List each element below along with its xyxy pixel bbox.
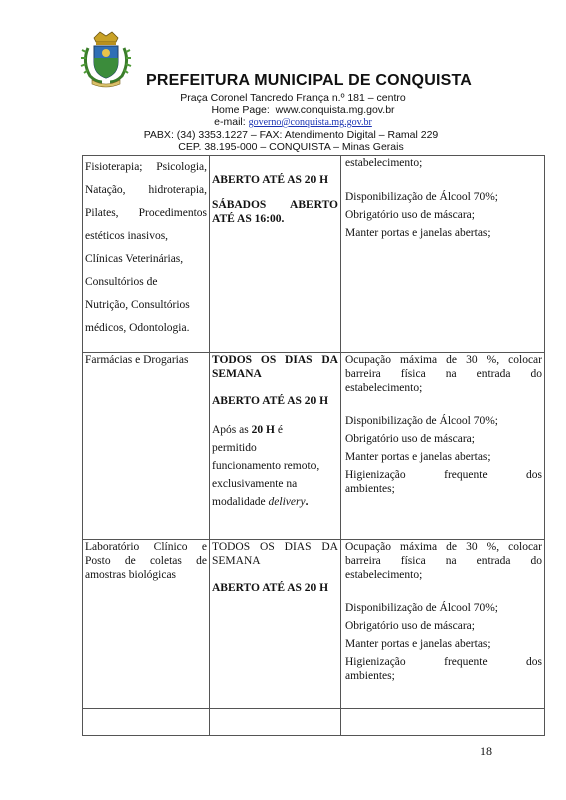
header-homepage [20,104,566,116]
schedule-cell [210,540,341,709]
email-link[interactable]: governo@conquista.mg.gov.br [248,117,372,128]
activity-cell [83,540,210,709]
cell-line: SEMANA [212,555,261,567]
rule-item: Higienização frequente dos [345,656,542,668]
table-row [83,540,545,709]
page-number: 18 [480,744,492,758]
schedule-hours: ABERTO ATÉ AS 20 H [212,395,329,407]
text-fragment: 20 H [251,424,275,436]
cell-line: estéticos inasivos, [85,230,169,242]
rule-item: Disponibilização de Álcool 70%; [345,415,498,427]
rule-item: Obrigatório uso de máscara; [345,209,475,221]
cell-line: exclusivamente na [212,478,298,490]
cell-line: Farmácias e Drogarias [85,354,189,366]
table-row [83,353,545,540]
rule-item: Disponibilização de Álcool 70%; [345,191,498,203]
cell-line: Ocupação máxima de 30 %, colocar [345,354,542,366]
activity-cell [83,353,210,540]
cell-line [212,421,338,439]
text-fragment: . [305,496,309,508]
municipal-crest-logo [80,28,132,88]
cell-line: TODOS OS DIAS DA [212,354,338,366]
cell-line: Laboratório Clínico e [85,541,207,553]
rule-item: Obrigatório uso de máscara; [345,433,475,445]
cell-line: estabelecimento; [345,382,423,394]
activity-cell [83,156,210,353]
regulations-table [82,155,545,736]
schedule-hours: ABERTO ATÉ AS 20 H [212,174,329,186]
header-email [10,116,566,129]
cell-line: barreira física na entrada do [345,555,542,567]
rules-cell [341,540,545,709]
cell-line: Clínicas Veterinárias, [85,253,184,265]
schedule-hours: ABERTO ATÉ AS 20 H [212,582,329,594]
cell-line: SEMANA [212,368,262,380]
rules-cell [341,156,545,353]
cell-line: ATÉ AS 16:00. [212,213,285,225]
rules-cell [341,709,545,736]
cell-line: barreira física na entrada do [345,368,542,380]
cell-line: Pilates, Procedimentos [85,207,207,219]
header-address: Praça Coronel Tancredo França n.º 181 – centro [180,92,406,104]
cell-line: Ocupação máxima de 30 %, colocar [345,541,542,553]
rule-item: Disponibilização de Álcool 70%; [345,602,498,614]
rule-item: Higienização frequente dos [345,469,542,481]
homepage-url[interactable]: www.conquista.mg.gov.br [275,104,395,116]
table-row [83,156,545,353]
email-label: e-mail: [214,116,246,128]
cell-line: ambientes; [345,670,395,682]
header-phones: PABX: (34) 3353.1227 – FAX: Atendimento Digital – Ramal 229 [143,129,439,141]
cell-line [212,493,338,511]
table-row [83,709,545,736]
rule-item: Manter portas e janelas abertas; [345,638,491,650]
text-fragment: é [277,424,283,436]
text-fragment: delivery [268,496,306,508]
cell-line: SÁBADOS ABERTO [212,199,338,211]
cell-line: Nutrição, Consultórios [85,299,190,311]
schedule-cell [210,353,341,540]
text-fragment: modalidade [212,496,266,508]
cell-line: médicos, Odontologia. [85,322,190,334]
cell-line: estabelecimento; [345,157,423,169]
cell-line: funcionamento remoto, [212,460,320,472]
cell-line: Natação, hidroterapia, [85,184,207,196]
schedule-cell [210,156,341,353]
rules-cell [341,353,545,540]
activity-cell [83,709,210,736]
cell-line: amostras biológicas [85,569,177,581]
cell-line: TODOS OS DIAS DA [212,541,338,553]
text-fragment: Após as [212,424,249,436]
cell-line: ambientes; [345,483,395,495]
header-cep: CEP. 38.195-000 – CONQUISTA – Minas Gerais [178,141,404,153]
page-title: PREFEITURA MUNICIPAL DE CONQUISTA [146,72,473,89]
rule-item: Obrigatório uso de máscara; [345,620,475,632]
rule-item: Manter portas e janelas abertas; [345,451,491,463]
cell-line: estabelecimento; [345,569,423,581]
cell-line: Consultórios de [85,276,158,288]
cell-line: permitido [212,442,257,454]
cell-line: Fisioterapia; Psicologia, [85,161,207,173]
homepage-label: Home Page: [211,104,270,116]
cell-line: Posto de coletas de [85,555,207,567]
schedule-cell [210,709,341,736]
rule-item: Manter portas e janelas abertas; [345,227,491,239]
